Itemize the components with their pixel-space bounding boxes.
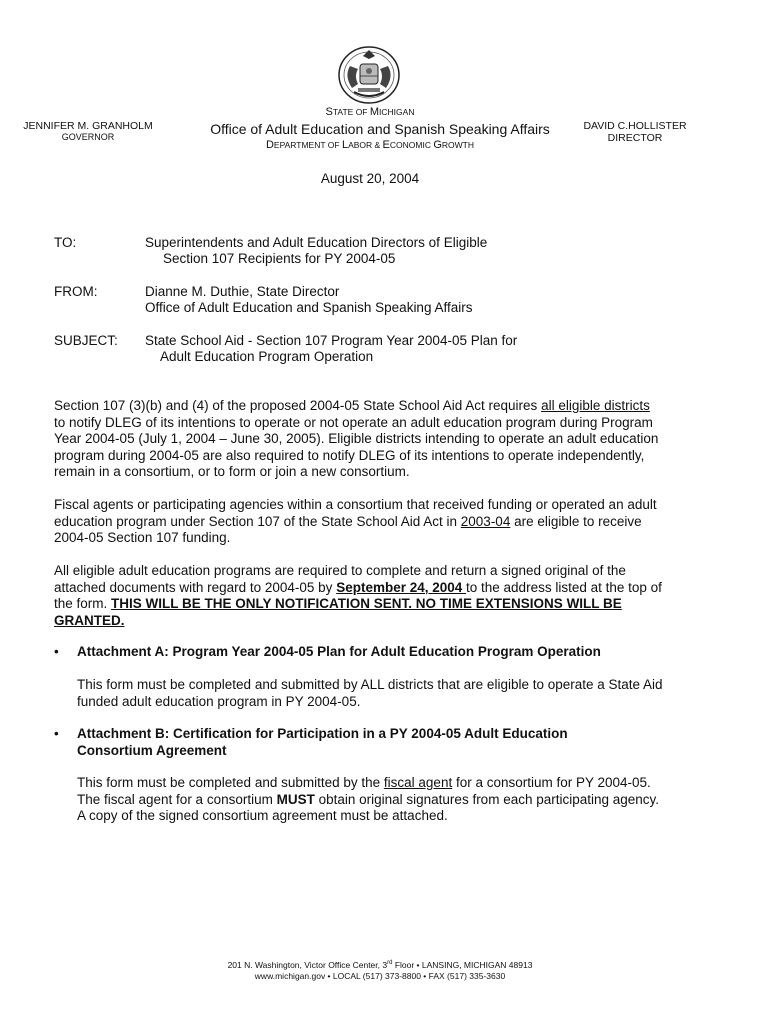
governor-title: GOVERNOR [61,132,115,142]
memo-date: August 20, 2004 [320,171,420,186]
paragraph-eligibility: Section 107 (3)(b) and (4) of the proposed 2004-05 State School Aid Act requires all eligible districts to notify DLEG of its intentions to operate or not operate an adult education program during Program Year 2004-05 (July 1, 2004 – June 30, 2005). Eligible districts intending to operate an adult education program during 2004-05 are also required to notify DLEG of its intentions to operate independently, remain in a consortium, or to form or join a new consortium. [54,398,659,479]
footer-contact: www.michigan.gov • LOCAL (517) 373-8800 • FAX (517) 335-3630 [254,970,506,981]
department-name: DEPARTMENT OF LABOR & ECONOMIC GROWTH [265,139,475,151]
to-label: TO: [54,235,77,250]
bullet-icon: • [54,726,59,741]
governor-name: JENNIFER M. GRANHOLM [23,120,153,132]
from-label: FROM: [54,284,98,299]
governor-block [18,120,158,142]
state-seal-icon [336,44,402,106]
attachment-b-heading: Attachment B: Certification for Participation in a PY 2004-05 Adult Education Consortium Agreement [77,726,568,758]
state-heading: STATE OF MICHIGAN [325,106,415,118]
bullet-icon: • [54,644,59,659]
paragraph-deadline: All eligible adult education programs are required to complete and return a signed original of the attached documents with regard to 2004-05 by September 24, 2004 to the address listed at the top of the form. THIS WILL BE THE ONLY NOTIFICATION SENT. NO TIME EXTENSIONS WILL BE GRANTED. [54,563,662,628]
page-footer [120,958,640,982]
from-value: Dianne M. Duthie, State Director Office of Adult Education and Spanish Speaking Affairs [145,284,473,315]
subject-value: State School Aid - Section 107 Program Year 2004-05 Plan for Adult Education Program Operation [145,333,518,364]
director-name: DAVID C.HOLLISTER [583,120,687,132]
attachment-a-body: This form must be completed and submitted by ALL districts that are eligible to operate a State Aid funded adult education program in PY 2004-05. [77,677,663,709]
office-name: Office of Adult Education and Spanish Speaking Affairs [210,121,550,137]
director-block [570,120,700,144]
attachment-b-body: This form must be completed and submitted by the fiscal agent for a consortium for PY 2004-05. The fiscal agent for a consortium MUST obtain original signatures from each participating agency. A copy of the signed consortium agreement must be attached. [77,775,660,823]
attachment-a-heading: Attachment A: Program Year 2004-05 Plan for Adult Education Program Operation [77,644,601,659]
subject-label: SUBJECT: [54,333,118,348]
director-title: DIRECTOR [607,132,663,144]
footer-address: 201 N. Washington, Victor Office Center, 3rd Floor • LANSING, MICHIGAN 48913 [227,959,533,970]
paragraph-fiscal-agents: Fiscal agents or participating agencies within a consortium that received funding or operated an adult education program under Section 107 of the State School Aid Act in 2003-04 are eligible to receive 2004-05 Section 107 funding. [54,497,657,545]
to-value: Superintendents and Adult Education Directors of Eligible Section 107 Recipients for PY 2004-05 [145,235,488,266]
